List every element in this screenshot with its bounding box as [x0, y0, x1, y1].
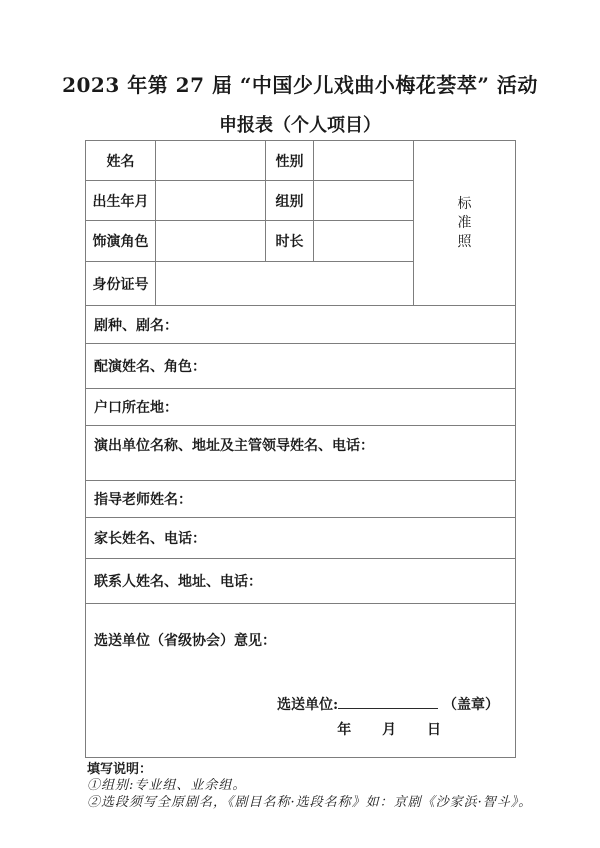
- field-label-group: 组别: [266, 181, 314, 221]
- field-value-name: [156, 141, 266, 181]
- field-value-id-number: [156, 262, 414, 306]
- date-row: [86, 719, 515, 739]
- field-label-name: 姓名: [86, 141, 156, 181]
- table-row: [86, 306, 516, 344]
- page-subtitle: 申报表（个人项目）: [219, 115, 381, 136]
- table-row: [86, 426, 516, 481]
- page-title: 2023 年第 27 届 “中国少儿戏曲小梅花荟萃” 活动: [62, 73, 538, 97]
- row-performance-unit: 演出单位名称、地址及主管领导姓名、电话：: [86, 426, 516, 481]
- unit-signature-label: 选送单位:: [276, 697, 339, 713]
- row-co-performer: 配演姓名、角色：: [86, 344, 516, 389]
- opinion-section-label: 选送单位（省级协会）意见：: [94, 633, 276, 649]
- field-label-birthdate: 出生年月: [86, 181, 156, 221]
- standard-photo-cell: [414, 141, 516, 306]
- field-value-group: [314, 181, 414, 221]
- recommending-unit-opinion-cell: [86, 604, 516, 758]
- field-value-duration: [314, 221, 414, 262]
- field-value-birthdate: [156, 181, 266, 221]
- table-row: [86, 518, 516, 559]
- notes-heading: 填写说明：: [87, 762, 153, 777]
- standard-photo-label: 标准照: [457, 195, 472, 250]
- row-parent-contact: 家长姓名、电话：: [86, 518, 516, 559]
- field-label-role: 饰演角色: [86, 221, 156, 262]
- field-label-id-number: 身份证号: [86, 262, 156, 306]
- unit-signature-line: [338, 695, 438, 709]
- field-label-duration: 时长: [266, 221, 314, 262]
- date-year-label: 年: [337, 722, 352, 738]
- table-row: [86, 604, 516, 758]
- field-value-gender: [314, 141, 414, 181]
- seal-label: （盖章）: [443, 697, 499, 713]
- note-item-excerpt: ②选段须写全原剧名，《剧目名称·选段名称》如：京剧《沙家浜·智斗》。: [87, 794, 533, 810]
- application-form-table: [85, 140, 516, 758]
- fill-in-instructions: [87, 761, 600, 811]
- row-residence-location: 户口所在地：: [86, 389, 516, 426]
- date-day-label: 日: [427, 722, 441, 738]
- row-opera-type-and-name: 剧种、剧名：: [86, 306, 516, 344]
- note-item-group: ①组别:专业组、业余组。: [87, 778, 247, 793]
- table-row: [86, 141, 516, 181]
- field-value-role: [156, 221, 266, 262]
- table-row: [86, 344, 516, 389]
- row-teacher-name: 指导老师姓名：: [86, 481, 516, 518]
- table-row: [86, 389, 516, 426]
- row-contact-person: 联系人姓名、地址、电话：: [86, 559, 516, 604]
- table-row: [86, 481, 516, 518]
- field-label-gender: 性别: [266, 141, 314, 181]
- table-row: [86, 559, 516, 604]
- unit-signature-row: [86, 694, 515, 714]
- date-month-label: 月: [382, 722, 397, 738]
